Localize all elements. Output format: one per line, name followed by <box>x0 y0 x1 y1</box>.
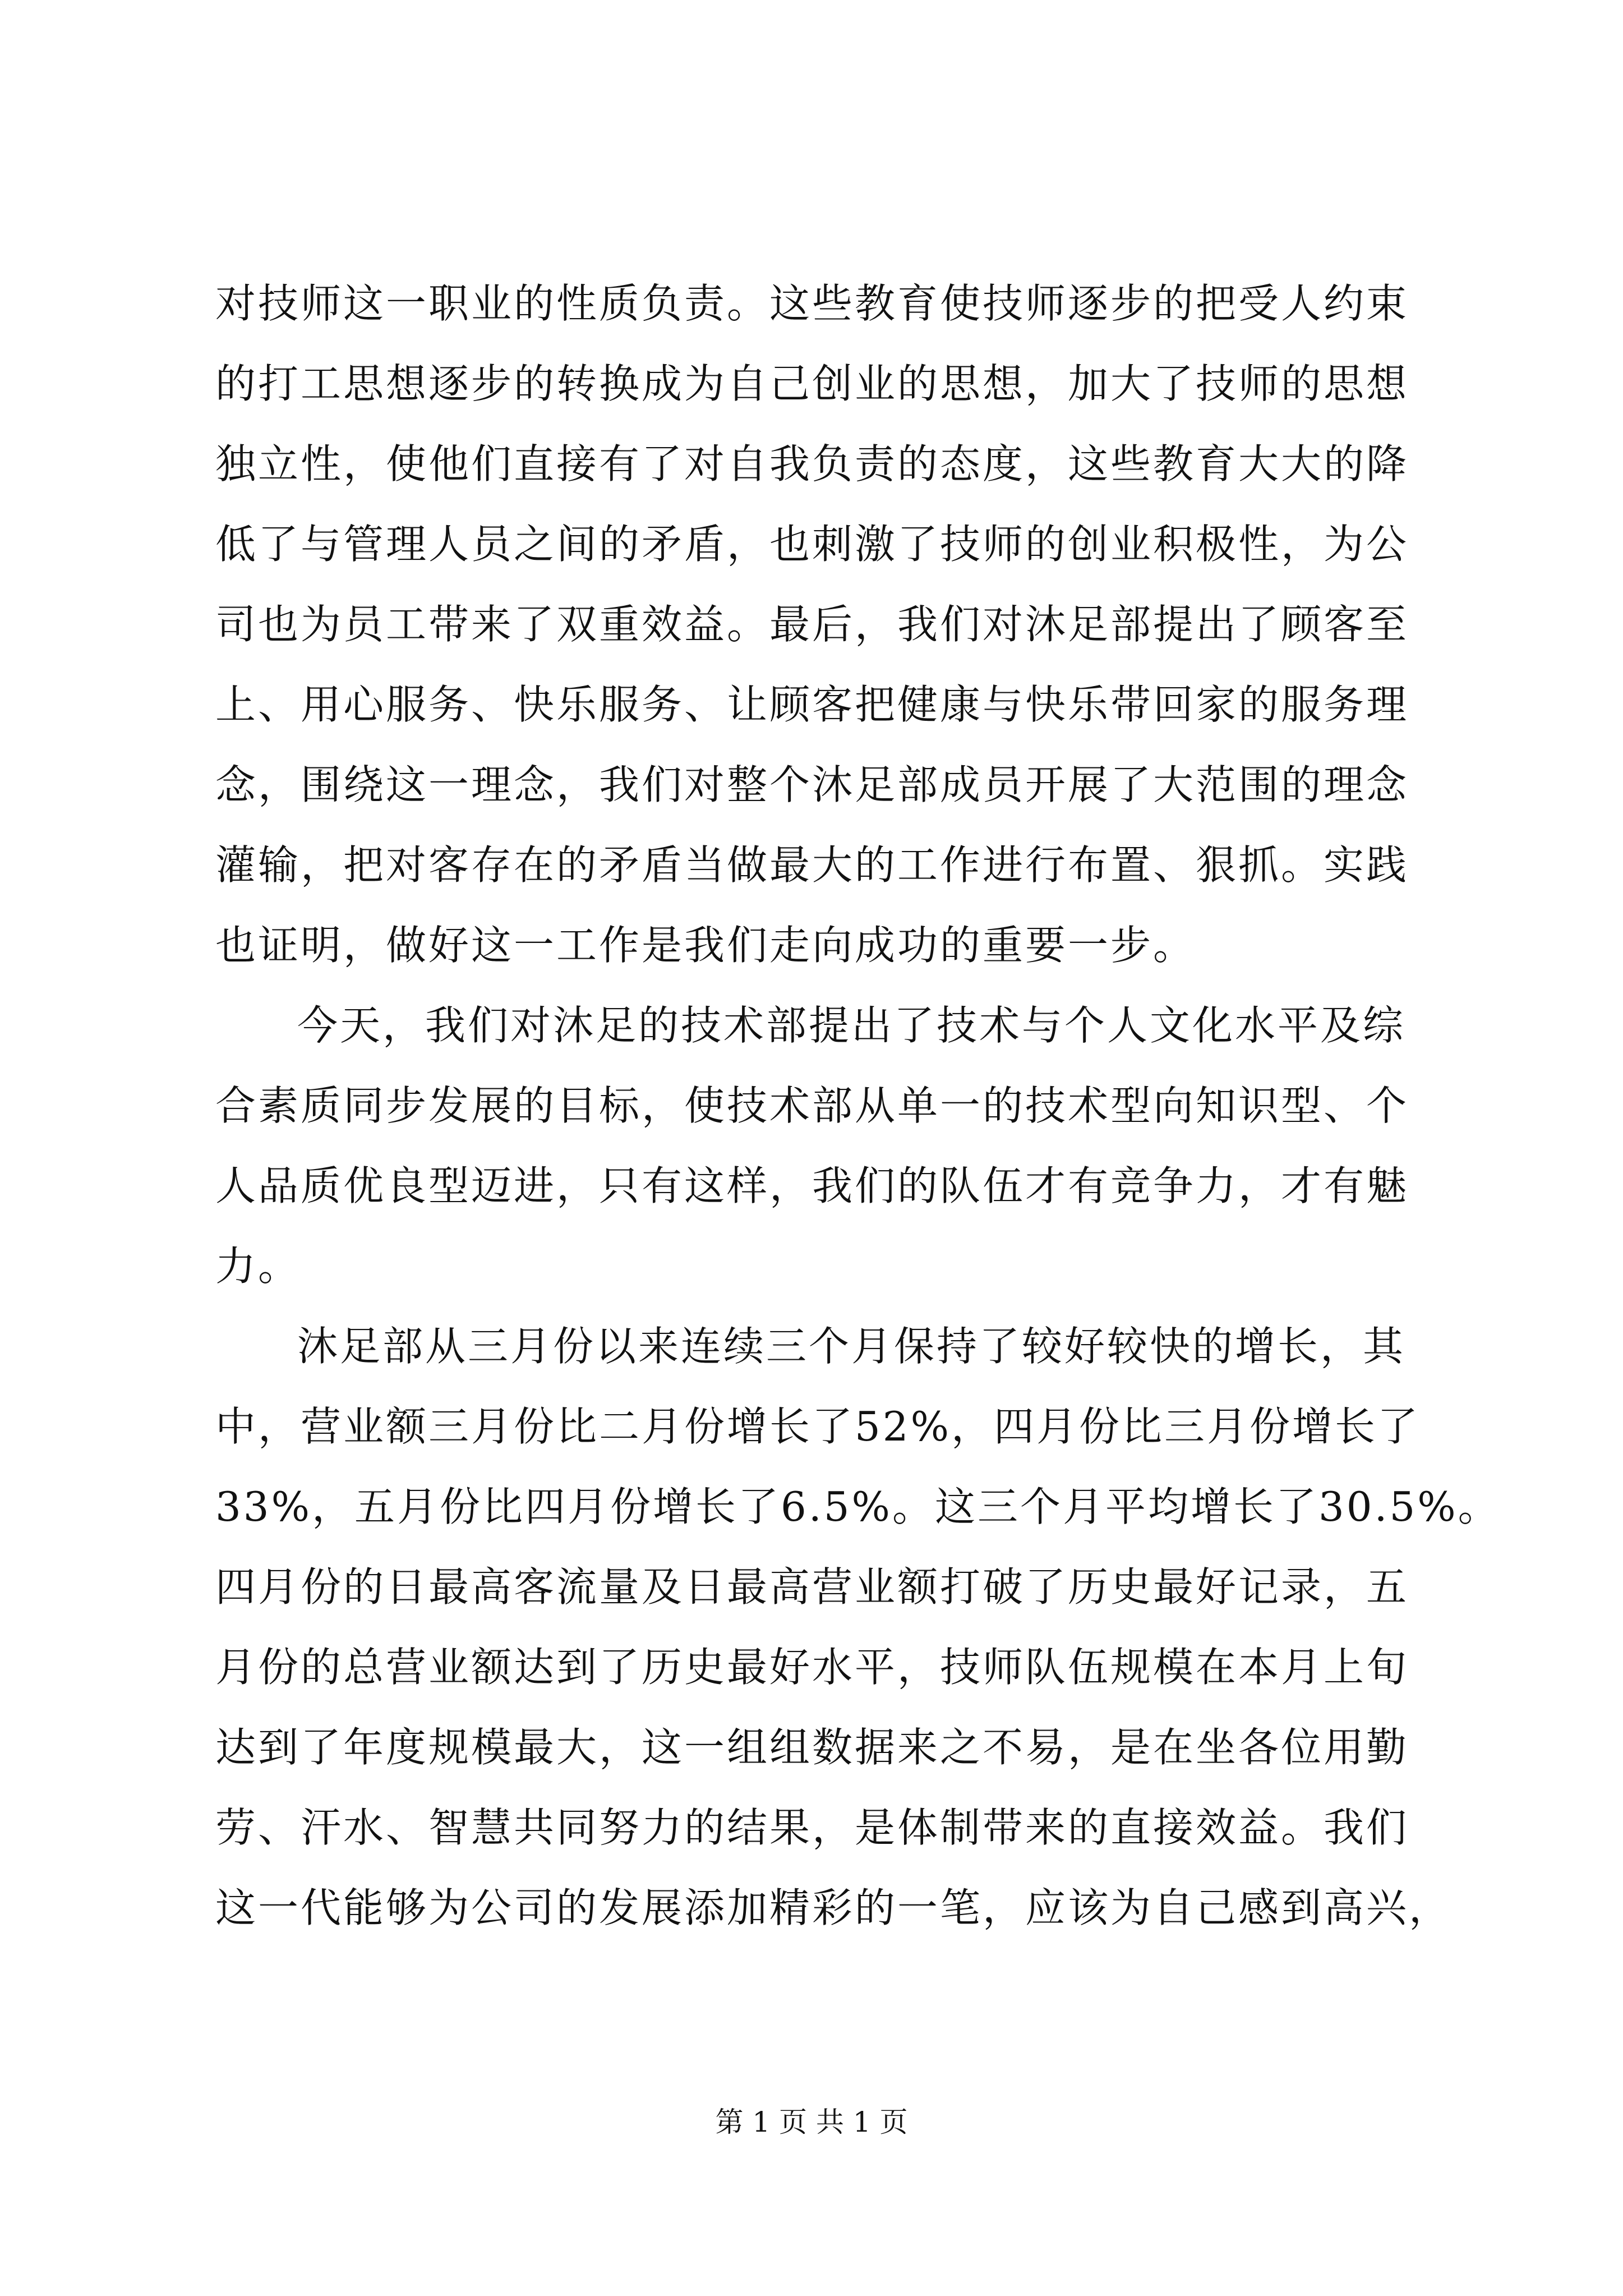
text-line-4: 低了与管理人员之间的矛盾，也刺激了技师的创业积极性，为公 <box>215 521 1409 568</box>
text-line-6: 上、用心服务、快乐服务、让顾客把健康与快乐带回家的服务理 <box>215 681 1409 728</box>
text-line-19: 达到了年度规模最大，这一组组数据来之不易，是在坐各位用勤 <box>215 1724 1409 1771</box>
text-line-7: 念，围绕这一理念，我们对整个沐足部成员开展了大范围的理念 <box>215 761 1409 808</box>
text-line-8: 灌输，把对客存在的矛盾当做最大的工作进行布置、狠抓。实践 <box>215 841 1409 889</box>
text-line-3: 独立性，使他们直接有了对自我负责的态度，这些教育大大的降 <box>215 440 1409 487</box>
text-line-20: 劳、汗水、智慧共同努力的结果，是体制带来的直接效益。我们 <box>215 1804 1409 1851</box>
text-line-15: 中，营业额三月份比二月份增长了52%，四月份比三月份增长了 <box>215 1403 1421 1450</box>
text-line-13: 力。 <box>215 1243 301 1290</box>
text-line-11: 合素质同步发展的目标，使技术部从单一的技术型向知识型、个 <box>215 1082 1409 1129</box>
text-line-17: 四月份的日最高客流量及日最高营业额打破了历史最好记录，五 <box>215 1563 1409 1611</box>
text-line-12: 人品质优良型迈进，只有这样，我们的队伍才有竞争力，才有魅 <box>215 1162 1409 1209</box>
text-line-2: 的打工思想逐步的转换成为自己创业的思想，加大了技师的思想 <box>215 360 1409 407</box>
page-footer: 第 1 页 共 1 页 <box>715 2106 908 2138</box>
text-line-5: 司也为员工带来了双重效益。最后，我们对沐足部提出了顾客至 <box>215 601 1409 648</box>
text-line-16: 33%，五月份比四月份增长了6.5%。这三个月平均增长了30.5%。 <box>215 1483 1501 1530</box>
text-line-21: 这一代能够为公司的发展添加精彩的一笔，应该为自己感到高兴， <box>215 1884 1452 1931</box>
text-line-14: 沐足部从三月份以来连续三个月保持了较好较快的增长，其 <box>297 1323 1406 1370</box>
text-line-9: 也证明，做好这一工作是我们走向成功的重要一步。 <box>215 922 1196 969</box>
text-line-18: 月份的总营业额达到了历史最好水平，技师队伍规模在本月上旬 <box>215 1644 1409 1691</box>
text-line-10: 今天，我们对沐足的技术部提出了技术与个人文化水平及综 <box>297 1002 1406 1049</box>
text-line-1: 对技师这一职业的性质负责。这些教育使技师逐步的把受人约束 <box>215 280 1409 327</box>
document-body <box>215 264 1501 1948</box>
